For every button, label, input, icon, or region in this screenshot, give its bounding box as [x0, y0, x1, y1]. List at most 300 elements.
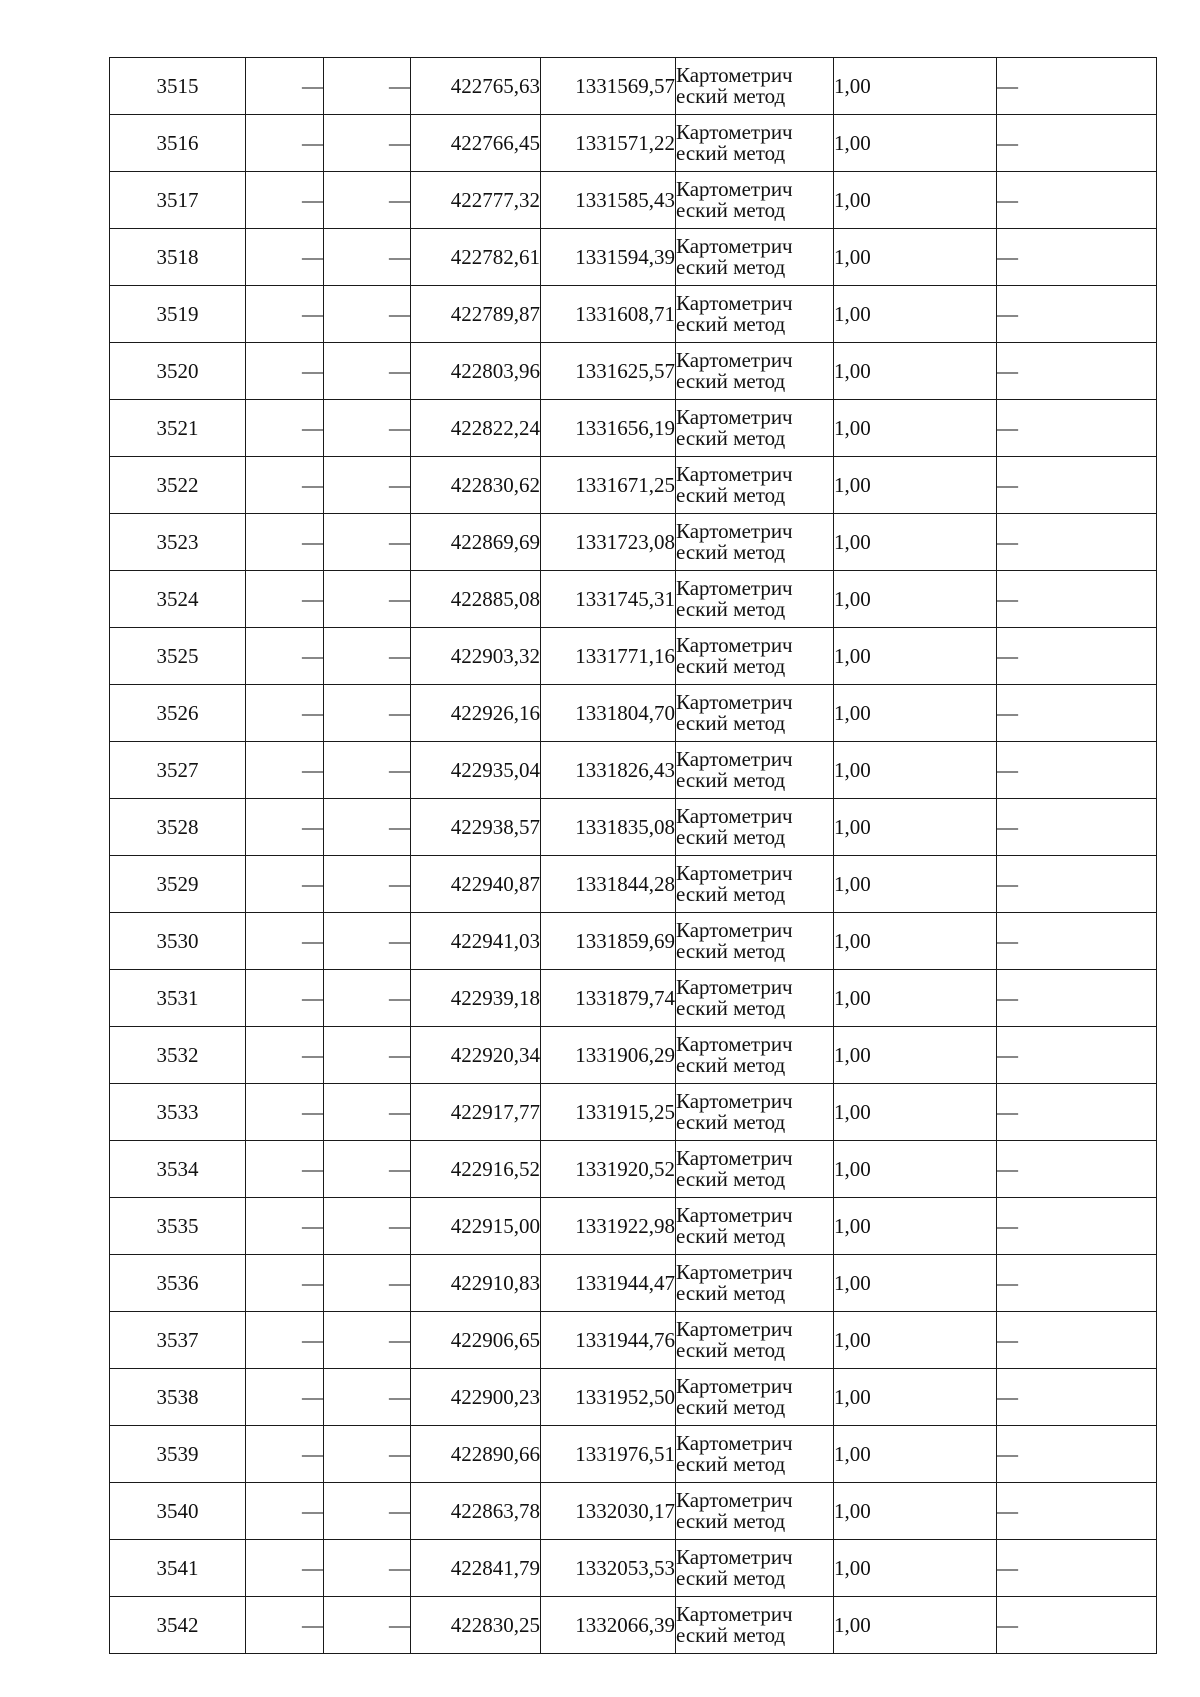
- method-cell: [676, 1540, 834, 1597]
- point-number-cell: 3530: [110, 913, 246, 970]
- note-cell: —: [997, 115, 1157, 172]
- empty-x-cell: —: [246, 229, 324, 286]
- accuracy-cell: 1,00: [834, 1540, 997, 1597]
- table-row: [110, 1312, 1157, 1369]
- method-text-line2: еский метод: [676, 939, 786, 963]
- y-coordinate-cell: 1331745,31: [541, 571, 676, 628]
- x-coordinate-cell: 422900,23: [411, 1369, 541, 1426]
- method-text-line2: еский метод: [676, 996, 786, 1020]
- empty-y-cell: —: [324, 1198, 411, 1255]
- method-cell: [676, 1597, 834, 1654]
- note-cell: —: [997, 1027, 1157, 1084]
- table-row: [110, 1540, 1157, 1597]
- point-number-cell: 3533: [110, 1084, 246, 1141]
- accuracy-cell: 1,00: [834, 628, 997, 685]
- note-cell: —: [997, 1483, 1157, 1540]
- x-coordinate-cell: 422920,34: [411, 1027, 541, 1084]
- empty-y-cell: —: [324, 172, 411, 229]
- x-coordinate-cell: 422906,65: [411, 1312, 541, 1369]
- table-row: [110, 229, 1157, 286]
- method-text-line1: Картометрич: [676, 747, 793, 771]
- empty-y-cell: —: [324, 229, 411, 286]
- point-number-cell: 3517: [110, 172, 246, 229]
- note-cell: —: [997, 1141, 1157, 1198]
- accuracy-cell: 1,00: [834, 172, 997, 229]
- empty-x-cell: —: [246, 742, 324, 799]
- accuracy-cell: 1,00: [834, 1027, 997, 1084]
- method-text-line2: еский метод: [676, 84, 786, 108]
- note-cell: —: [997, 1255, 1157, 1312]
- method-text-line2: еский метод: [676, 597, 786, 621]
- method-text-line2: еский метод: [676, 711, 786, 735]
- empty-x-cell: —: [246, 115, 324, 172]
- y-coordinate-cell: 1331625,57: [541, 343, 676, 400]
- point-number-cell: 3541: [110, 1540, 246, 1597]
- y-coordinate-cell: 1331915,25: [541, 1084, 676, 1141]
- y-coordinate-cell: 1332053,53: [541, 1540, 676, 1597]
- accuracy-cell: 1,00: [834, 343, 997, 400]
- method-cell: [676, 229, 834, 286]
- table-row: [110, 571, 1157, 628]
- x-coordinate-cell: 422940,87: [411, 856, 541, 913]
- method-cell: [676, 343, 834, 400]
- accuracy-cell: 1,00: [834, 457, 997, 514]
- point-number-cell: 3534: [110, 1141, 246, 1198]
- method-text-line1: Картометрич: [676, 1146, 793, 1170]
- method-text-line2: еский метод: [676, 426, 786, 450]
- table-row: [110, 514, 1157, 571]
- x-coordinate-cell: 422789,87: [411, 286, 541, 343]
- empty-x-cell: —: [246, 913, 324, 970]
- empty-x-cell: —: [246, 1597, 324, 1654]
- method-text-line1: Картометрич: [676, 633, 793, 657]
- method-text-line2: еский метод: [676, 141, 786, 165]
- method-text-line1: Картометрич: [676, 1488, 793, 1512]
- point-number-cell: 3527: [110, 742, 246, 799]
- method-text-line2: еский метод: [676, 1167, 786, 1191]
- method-text-line2: еский метод: [676, 1395, 786, 1419]
- y-coordinate-cell: 1331585,43: [541, 172, 676, 229]
- method-cell: [676, 457, 834, 514]
- empty-y-cell: —: [324, 742, 411, 799]
- method-text-line2: еский метод: [676, 1623, 786, 1647]
- table-row: [110, 1597, 1157, 1654]
- accuracy-cell: 1,00: [834, 913, 997, 970]
- x-coordinate-cell: 422890,66: [411, 1426, 541, 1483]
- note-cell: —: [997, 1084, 1157, 1141]
- method-text-line1: Картометрич: [676, 1602, 793, 1626]
- empty-y-cell: —: [324, 400, 411, 457]
- method-text-line2: еский метод: [676, 1338, 786, 1362]
- method-text-line2: еский метод: [676, 198, 786, 222]
- point-number-cell: 3515: [110, 58, 246, 115]
- method-text-line2: еский метод: [676, 369, 786, 393]
- point-number-cell: 3522: [110, 457, 246, 514]
- point-number-cell: 3520: [110, 343, 246, 400]
- method-cell: [676, 286, 834, 343]
- x-coordinate-cell: 422915,00: [411, 1198, 541, 1255]
- empty-y-cell: —: [324, 1426, 411, 1483]
- note-cell: —: [997, 685, 1157, 742]
- method-cell: [676, 115, 834, 172]
- table-row: [110, 457, 1157, 514]
- method-cell: [676, 1426, 834, 1483]
- table-row: [110, 400, 1157, 457]
- empty-x-cell: —: [246, 685, 324, 742]
- method-text-line2: еский метод: [676, 1566, 786, 1590]
- coordinates-table: [109, 57, 1157, 1654]
- method-cell: [676, 1483, 834, 1540]
- empty-y-cell: —: [324, 1369, 411, 1426]
- empty-x-cell: —: [246, 1426, 324, 1483]
- table-row: [110, 1483, 1157, 1540]
- empty-x-cell: —: [246, 1027, 324, 1084]
- method-cell: [676, 571, 834, 628]
- x-coordinate-cell: 422841,79: [411, 1540, 541, 1597]
- x-coordinate-cell: 422782,61: [411, 229, 541, 286]
- accuracy-cell: 1,00: [834, 115, 997, 172]
- note-cell: —: [997, 514, 1157, 571]
- table-row: [110, 58, 1157, 115]
- empty-x-cell: —: [246, 1483, 324, 1540]
- y-coordinate-cell: 1331835,08: [541, 799, 676, 856]
- accuracy-cell: 1,00: [834, 1426, 997, 1483]
- method-text-line2: еский метод: [676, 312, 786, 336]
- note-cell: —: [997, 1426, 1157, 1483]
- note-cell: —: [997, 286, 1157, 343]
- y-coordinate-cell: 1331804,70: [541, 685, 676, 742]
- empty-x-cell: —: [246, 856, 324, 913]
- empty-x-cell: —: [246, 286, 324, 343]
- empty-y-cell: —: [324, 115, 411, 172]
- empty-x-cell: —: [246, 970, 324, 1027]
- method-cell: [676, 172, 834, 229]
- point-number-cell: 3531: [110, 970, 246, 1027]
- point-number-cell: 3535: [110, 1198, 246, 1255]
- y-coordinate-cell: 1331920,52: [541, 1141, 676, 1198]
- accuracy-cell: 1,00: [834, 856, 997, 913]
- y-coordinate-cell: 1331976,51: [541, 1426, 676, 1483]
- table-row: [110, 685, 1157, 742]
- method-cell: [676, 1027, 834, 1084]
- method-cell: [676, 913, 834, 970]
- table-row: [110, 1426, 1157, 1483]
- y-coordinate-cell: 1332030,17: [541, 1483, 676, 1540]
- method-text-line1: Картометрич: [676, 1317, 793, 1341]
- note-cell: —: [997, 229, 1157, 286]
- method-text-line1: Картометрич: [676, 462, 793, 486]
- note-cell: —: [997, 1597, 1157, 1654]
- empty-x-cell: —: [246, 799, 324, 856]
- table-row: [110, 172, 1157, 229]
- point-number-cell: 3516: [110, 115, 246, 172]
- empty-y-cell: —: [324, 1540, 411, 1597]
- method-cell: [676, 856, 834, 913]
- y-coordinate-cell: 1331922,98: [541, 1198, 676, 1255]
- note-cell: —: [997, 400, 1157, 457]
- accuracy-cell: 1,00: [834, 799, 997, 856]
- x-coordinate-cell: 422777,32: [411, 172, 541, 229]
- method-text-line2: еский метод: [676, 768, 786, 792]
- table-row: [110, 1027, 1157, 1084]
- note-cell: —: [997, 628, 1157, 685]
- method-text-line1: Картометрич: [676, 63, 793, 87]
- method-text-line1: Картометрич: [676, 1431, 793, 1455]
- method-text-line2: еский метод: [676, 1281, 786, 1305]
- accuracy-cell: 1,00: [834, 1369, 997, 1426]
- point-number-cell: 3542: [110, 1597, 246, 1654]
- method-text-line2: еский метод: [676, 882, 786, 906]
- y-coordinate-cell: 1332066,39: [541, 1597, 676, 1654]
- empty-x-cell: —: [246, 514, 324, 571]
- method-text-line2: еский метод: [676, 1110, 786, 1134]
- empty-x-cell: —: [246, 457, 324, 514]
- y-coordinate-cell: 1331771,16: [541, 628, 676, 685]
- method-text-line2: еский метод: [676, 1224, 786, 1248]
- method-text-line2: еский метод: [676, 1053, 786, 1077]
- note-cell: —: [997, 172, 1157, 229]
- point-number-cell: 3536: [110, 1255, 246, 1312]
- method-text-line1: Картометрич: [676, 177, 793, 201]
- x-coordinate-cell: 422765,63: [411, 58, 541, 115]
- accuracy-cell: 1,00: [834, 286, 997, 343]
- table-row: [110, 970, 1157, 1027]
- accuracy-cell: 1,00: [834, 970, 997, 1027]
- y-coordinate-cell: 1331826,43: [541, 742, 676, 799]
- x-coordinate-cell: 422938,57: [411, 799, 541, 856]
- y-coordinate-cell: 1331952,50: [541, 1369, 676, 1426]
- table-row: [110, 628, 1157, 685]
- y-coordinate-cell: 1331671,25: [541, 457, 676, 514]
- method-text-line1: Картометрич: [676, 690, 793, 714]
- y-coordinate-cell: 1331859,69: [541, 913, 676, 970]
- note-cell: —: [997, 343, 1157, 400]
- empty-x-cell: —: [246, 1312, 324, 1369]
- method-text-line1: Картометрич: [676, 234, 793, 258]
- method-cell: [676, 628, 834, 685]
- accuracy-cell: 1,00: [834, 1597, 997, 1654]
- method-text-line1: Картометрич: [676, 405, 793, 429]
- table-row: [110, 286, 1157, 343]
- empty-x-cell: —: [246, 400, 324, 457]
- method-text-line2: еский метод: [676, 825, 786, 849]
- method-cell: [676, 1255, 834, 1312]
- note-cell: —: [997, 1312, 1157, 1369]
- accuracy-cell: 1,00: [834, 685, 997, 742]
- point-number-cell: 3529: [110, 856, 246, 913]
- x-coordinate-cell: 422803,96: [411, 343, 541, 400]
- method-cell: [676, 514, 834, 571]
- method-cell: [676, 58, 834, 115]
- empty-x-cell: —: [246, 1255, 324, 1312]
- method-cell: [676, 799, 834, 856]
- empty-y-cell: —: [324, 1312, 411, 1369]
- empty-y-cell: —: [324, 1027, 411, 1084]
- table-row: [110, 343, 1157, 400]
- empty-y-cell: —: [324, 856, 411, 913]
- table-row: [110, 913, 1157, 970]
- point-number-cell: 3526: [110, 685, 246, 742]
- method-cell: [676, 400, 834, 457]
- method-cell: [676, 970, 834, 1027]
- note-cell: —: [997, 913, 1157, 970]
- method-text-line2: еский метод: [676, 1452, 786, 1476]
- table-row: [110, 742, 1157, 799]
- point-number-cell: 3524: [110, 571, 246, 628]
- x-coordinate-cell: 422941,03: [411, 913, 541, 970]
- method-text-line1: Картометрич: [676, 1545, 793, 1569]
- note-cell: —: [997, 1540, 1157, 1597]
- x-coordinate-cell: 422910,83: [411, 1255, 541, 1312]
- empty-y-cell: —: [324, 1255, 411, 1312]
- x-coordinate-cell: 422939,18: [411, 970, 541, 1027]
- empty-x-cell: —: [246, 628, 324, 685]
- accuracy-cell: 1,00: [834, 571, 997, 628]
- method-text-line2: еский метод: [676, 1509, 786, 1533]
- note-cell: —: [997, 571, 1157, 628]
- point-number-cell: 3521: [110, 400, 246, 457]
- point-number-cell: 3519: [110, 286, 246, 343]
- y-coordinate-cell: 1331944,47: [541, 1255, 676, 1312]
- accuracy-cell: 1,00: [834, 58, 997, 115]
- accuracy-cell: 1,00: [834, 1483, 997, 1540]
- note-cell: —: [997, 799, 1157, 856]
- note-cell: —: [997, 742, 1157, 799]
- method-cell: [676, 1369, 834, 1426]
- empty-y-cell: —: [324, 1084, 411, 1141]
- table-row: [110, 1255, 1157, 1312]
- point-number-cell: 3528: [110, 799, 246, 856]
- empty-y-cell: —: [324, 58, 411, 115]
- empty-y-cell: —: [324, 1597, 411, 1654]
- accuracy-cell: 1,00: [834, 1198, 997, 1255]
- empty-y-cell: —: [324, 913, 411, 970]
- empty-y-cell: —: [324, 571, 411, 628]
- empty-y-cell: —: [324, 628, 411, 685]
- method-text-line1: Картометрич: [676, 1089, 793, 1113]
- y-coordinate-cell: 1331944,76: [541, 1312, 676, 1369]
- method-text-line1: Картометрич: [676, 918, 793, 942]
- method-text-line2: еский метод: [676, 255, 786, 279]
- x-coordinate-cell: 422916,52: [411, 1141, 541, 1198]
- table-row: [110, 1141, 1157, 1198]
- y-coordinate-cell: 1331594,39: [541, 229, 676, 286]
- empty-y-cell: —: [324, 286, 411, 343]
- empty-y-cell: —: [324, 1141, 411, 1198]
- method-cell: [676, 742, 834, 799]
- x-coordinate-cell: 422926,16: [411, 685, 541, 742]
- x-coordinate-cell: 422885,08: [411, 571, 541, 628]
- x-coordinate-cell: 422830,25: [411, 1597, 541, 1654]
- table-row: [110, 1198, 1157, 1255]
- method-text-line2: еский метод: [676, 483, 786, 507]
- y-coordinate-cell: 1331571,22: [541, 115, 676, 172]
- empty-x-cell: —: [246, 1198, 324, 1255]
- note-cell: —: [997, 1198, 1157, 1255]
- empty-y-cell: —: [324, 970, 411, 1027]
- point-number-cell: 3523: [110, 514, 246, 571]
- table-row: [110, 856, 1157, 913]
- empty-y-cell: —: [324, 343, 411, 400]
- table-body: [110, 58, 1157, 1654]
- accuracy-cell: 1,00: [834, 1255, 997, 1312]
- point-number-cell: 3540: [110, 1483, 246, 1540]
- empty-x-cell: —: [246, 1540, 324, 1597]
- x-coordinate-cell: 422830,62: [411, 457, 541, 514]
- note-cell: —: [997, 856, 1157, 913]
- empty-x-cell: —: [246, 1084, 324, 1141]
- method-text-line1: Картометрич: [676, 1203, 793, 1227]
- point-number-cell: 3518: [110, 229, 246, 286]
- x-coordinate-cell: 422917,77: [411, 1084, 541, 1141]
- point-number-cell: 3525: [110, 628, 246, 685]
- empty-y-cell: —: [324, 685, 411, 742]
- y-coordinate-cell: 1331879,74: [541, 970, 676, 1027]
- method-text-line1: Картометрич: [676, 1032, 793, 1056]
- method-text-line1: Картометрич: [676, 519, 793, 543]
- table-row: [110, 115, 1157, 172]
- accuracy-cell: 1,00: [834, 742, 997, 799]
- empty-y-cell: —: [324, 514, 411, 571]
- point-number-cell: 3532: [110, 1027, 246, 1084]
- note-cell: —: [997, 1369, 1157, 1426]
- y-coordinate-cell: 1331844,28: [541, 856, 676, 913]
- y-coordinate-cell: 1331656,19: [541, 400, 676, 457]
- method-text-line1: Картометрич: [676, 348, 793, 372]
- note-cell: —: [997, 970, 1157, 1027]
- method-cell: [676, 1198, 834, 1255]
- table-row: [110, 1369, 1157, 1426]
- empty-x-cell: —: [246, 343, 324, 400]
- method-text-line1: Картометрич: [676, 804, 793, 828]
- empty-y-cell: —: [324, 1483, 411, 1540]
- note-cell: —: [997, 457, 1157, 514]
- x-coordinate-cell: 422903,32: [411, 628, 541, 685]
- method-cell: [676, 1141, 834, 1198]
- x-coordinate-cell: 422822,24: [411, 400, 541, 457]
- accuracy-cell: 1,00: [834, 400, 997, 457]
- method-text-line1: Картометрич: [676, 120, 793, 144]
- empty-y-cell: —: [324, 799, 411, 856]
- y-coordinate-cell: 1331906,29: [541, 1027, 676, 1084]
- accuracy-cell: 1,00: [834, 514, 997, 571]
- accuracy-cell: 1,00: [834, 229, 997, 286]
- empty-x-cell: —: [246, 58, 324, 115]
- method-text-line1: Картометрич: [676, 1374, 793, 1398]
- point-number-cell: 3538: [110, 1369, 246, 1426]
- empty-x-cell: —: [246, 1141, 324, 1198]
- point-number-cell: 3537: [110, 1312, 246, 1369]
- method-text-line1: Картометрич: [676, 291, 793, 315]
- method-cell: [676, 1084, 834, 1141]
- y-coordinate-cell: 1331723,08: [541, 514, 676, 571]
- accuracy-cell: 1,00: [834, 1141, 997, 1198]
- table-row: [110, 799, 1157, 856]
- empty-x-cell: —: [246, 571, 324, 628]
- method-text-line1: Картометрич: [676, 975, 793, 999]
- x-coordinate-cell: 422935,04: [411, 742, 541, 799]
- table-row: [110, 1084, 1157, 1141]
- method-text-line1: Картометрич: [676, 1260, 793, 1284]
- y-coordinate-cell: 1331569,57: [541, 58, 676, 115]
- method-cell: [676, 1312, 834, 1369]
- method-text-line2: еский метод: [676, 654, 786, 678]
- y-coordinate-cell: 1331608,71: [541, 286, 676, 343]
- method-text-line1: Картометрич: [676, 576, 793, 600]
- method-text-line1: Картометрич: [676, 861, 793, 885]
- point-number-cell: 3539: [110, 1426, 246, 1483]
- note-cell: —: [997, 58, 1157, 115]
